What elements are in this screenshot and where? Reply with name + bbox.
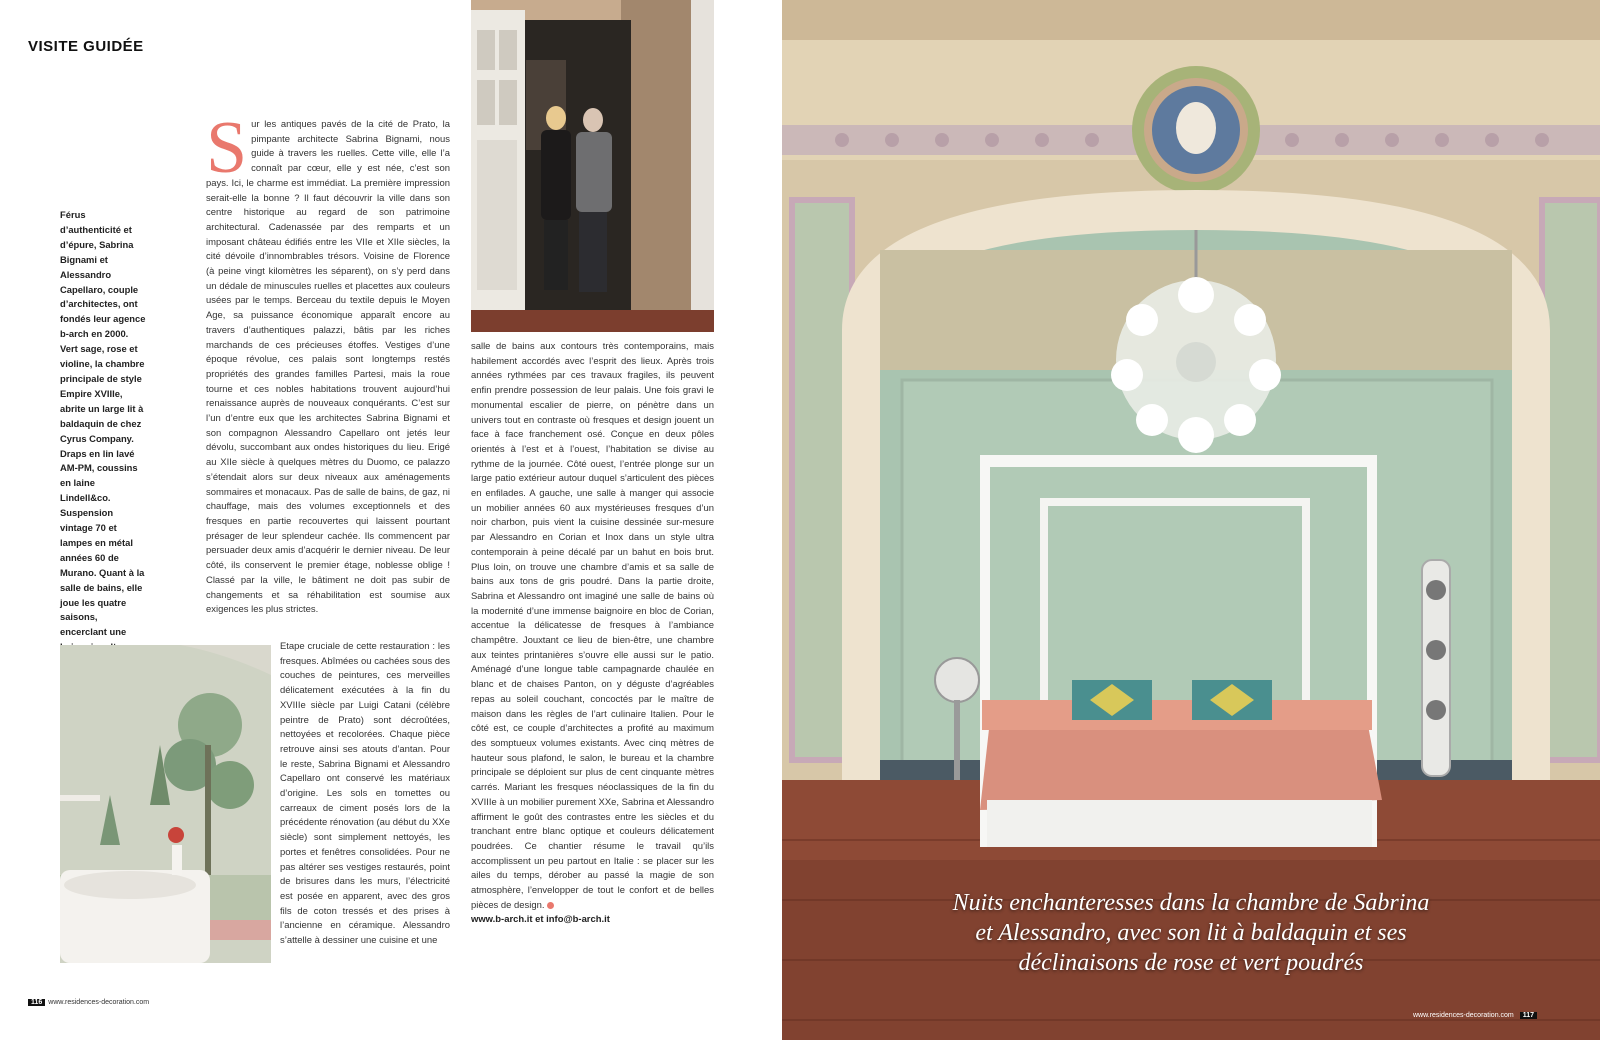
portrait-illustration — [471, 0, 714, 332]
portrait-photo — [471, 0, 714, 332]
bathroom-illustration — [60, 645, 271, 963]
footer-right — [1413, 1012, 1540, 1019]
section-title: VISITE GUIDÉE — [28, 38, 144, 55]
website-link[interactable]: www.b-arch.it et info@b-arch.it — [471, 914, 610, 926]
page-number-right: 117 — [1520, 1012, 1537, 1019]
article-text-1: ur les antiques pavés de la cité de Prato, la pimpante architecte Sabrina Bignami, nous guide à travers les ruelles. Cette ville, elle l’a connaît par cœur, elle y est née, c’est son pays. Ici, le charme est immédiat. La première impression serait-elle la bonne ? Il faut découvrir la ville dans son centre historique au regard de son patrimoine architectural. Cadenassée par des remparts et un imposant château édifiés entre les VIIe et XIIe siècles, la cité dévoile d’innombrables trésors. Voisine de Florence (à peine vingt kilomètres les séparent), on s’y perd dans un dédale de minuscules ruelles et placettes aux couleurs usées par le temps. Berceau du textile depuis le Moyen Age, sa puissance économique apparaît encore au travers d’authentiques palazzi, bâtis par les riches marchands de ces précieuses étoffes. Vestiges d’une époque révolue, ces palais sont longtemps restés propriétés des grandes familles Partesi, mais la roue tourne et ces nobles habitations trouvent aujourd’hui renaissance auprès de nouveaux conquérants. C’est sur l’un d’entre eux que les architectes Sabrina Bignami et son compagnon Alessandro Capellaro ont jetés leur dévolu, succombant aux ondes historiques du lieu. Erigé au XIIe siècle à quelques mètres du Duomo, ce palazzo s’étendait alors sur deux niveaux aux aménagements sommaires et monacaux. Pas de salle de bains, de gaz, ni chauffage, mais des volumes exceptionnels et des fresques en partie recouvertes qui laissent pourtant présager de leur splendeur cachée. Ils commencent par persuader deux amis d’acquérir le dernier niveau. De leur côté, ils conservent le premier étage, noblesse oblige ! Classé par la ville, le bâtiment ne doit pas subir de changements et sa réhabilitation est soumise aux exigences les plus strictes. — [206, 119, 450, 616]
article-text-2: salle de bains aux contours très contemporains, mais habilement accordés avec l’esprit des lieux. Après trois années rythmées par ces travaux fragiles, ils peuvent enfin prendre possession de leur palais. Une fois gravi le monumental escalier de pierre, on pénètre dans un univers tout en contraste où fresques et design jouent un face à face franchement osé. Conçue en deux pôles orientés à l’est et à l’ouest, l’habitation se divise au rythme de la journée. Côté ouest, l’entrée plonge sur un large patio extérieur autour duquel s’articulent des pièces en enfilades. A gauche, une salle à manger qui associe un mobilier années 60 aux mystérieuses fresques d’un noir charbon, puis vient la cuisine dessinée sur-mesure par Alessandro en Corian et Inox dans un style ultra contemporain à peine décalé par un bahut en bois brut. Plus loin, on trouve une chambre d’amis et sa salle de bains aux tons de gris poudré. Dans la partie droite, Sabrina et Alessandro ont imaginé une salle de bains où la modernité d’une immense baignoire en bloc de Corian, accentue la délicatesse de fresques à l’ambiance champêtre. Jouxtant ce lieu de bien-être, une chambre aux teintes printanières s’ouvre elle aussi sur le patio. Aménagé d’une longue table campagnarde chaulée en blanc et de chaises Panton, on y déguste d’agréables repas au soleil couchant, concoctés par le maître de maison dans les règles de l’art culinaire Italien. Pour le côté est, ce couple d’architectes a profité au maximum des somptueux volumes existants. Avec cinq mètres de hauteur sous plafond, le salon, le bureau et la chambre principale se déploient sur plus de cent cinquante mètres carrés. Mariant les fresques néoclassiques de la fin du XVIIIe à un mobilier purement XXe, Sabrina et Alessandro affirment le goût des contrastes entre les siècles et du tranchant entre blanc optique et couleurs délicatement poudrées. Ce chantier résume le travail qu’ils accomplissent un peu partout en Italie : se placer sur les ailes du temps, dérober au passé la magie de son atmosphère, l’envelopper de tout le confort et de belles pièces de design. — [471, 341, 714, 911]
quote-line-3: déclinaisons de rose et vert poudrés — [1018, 950, 1364, 976]
footer-url-left[interactable]: www.residences-decoration.com — [48, 999, 150, 1006]
photo-caption: Férus d’authenticité et d’épure, Sabrina Bignami et Alessandro Capellaro, couple d’architectes, ont fondés leur agence b-arch en 2000. Vert sage, rose et violine, la chambre principale de style Empire XVIIIe, abrite un large lit à baldaquin de chez Cyrus Company. Draps en lin lavé AM-PM, coussins en laine Lindell&co. Suspension vintage 70 et lampes en métal années 60 de Murano. Quant à la salle de bains, elle joue les quatre saisons, encerclant une — [60, 209, 146, 638]
article-column-1b: Etape cruciale de cette restauration : les fresques. Abîmées ou cachées sous des couches de peintures, ces merveilles délicatement exécutées à la fin du XVIIIe siècle par Luigi Catani (célèbre peintre de Prato) sont décroûtées, nettoyées et recolorées. Chaque pièce retrouve ainsi ses atouts d’antan. Pour le reste, Sabrina Bignami et Alessandro Capellaro ont conservé les matériaux d’origine. Les sols en tomettes ou carreaux de ciment posés lors de la précédente rénovation (au début du XXe siècle) sont simplement nettoyés, les portes et fenêtres consolidées. Pour ne pas altérer ses vestiges restaurés, point de brisures dans les murs, l’électricité est posée en apparent, avec des gros fils de coton tressés et des prises à l’ancienne en céramique. Alessandro s’attelle à dessiner une cuisine et une — [280, 641, 450, 947]
article-column-1 — [206, 107, 450, 618]
right-page — [782, 0, 1600, 1040]
left-page — [0, 0, 782, 1040]
end-mark-icon — [547, 902, 554, 909]
page-number-left: 116 — [28, 999, 45, 1006]
bedroom-photo — [782, 0, 1600, 1040]
footer-left — [28, 999, 149, 1006]
photo-quote — [782, 888, 1600, 978]
quote-line-1: Nuits enchanteresses dans la chambre de Sabrina — [952, 890, 1430, 916]
quote-line-2: et Alessandro, avec son lit à baldaquin et ses — [975, 920, 1407, 946]
footer-url-right[interactable]: www.residences-decoration.com — [1412, 1012, 1514, 1019]
bathroom-photo — [60, 645, 271, 963]
drop-cap: S — [206, 107, 248, 189]
article-column-2 — [471, 340, 714, 928]
